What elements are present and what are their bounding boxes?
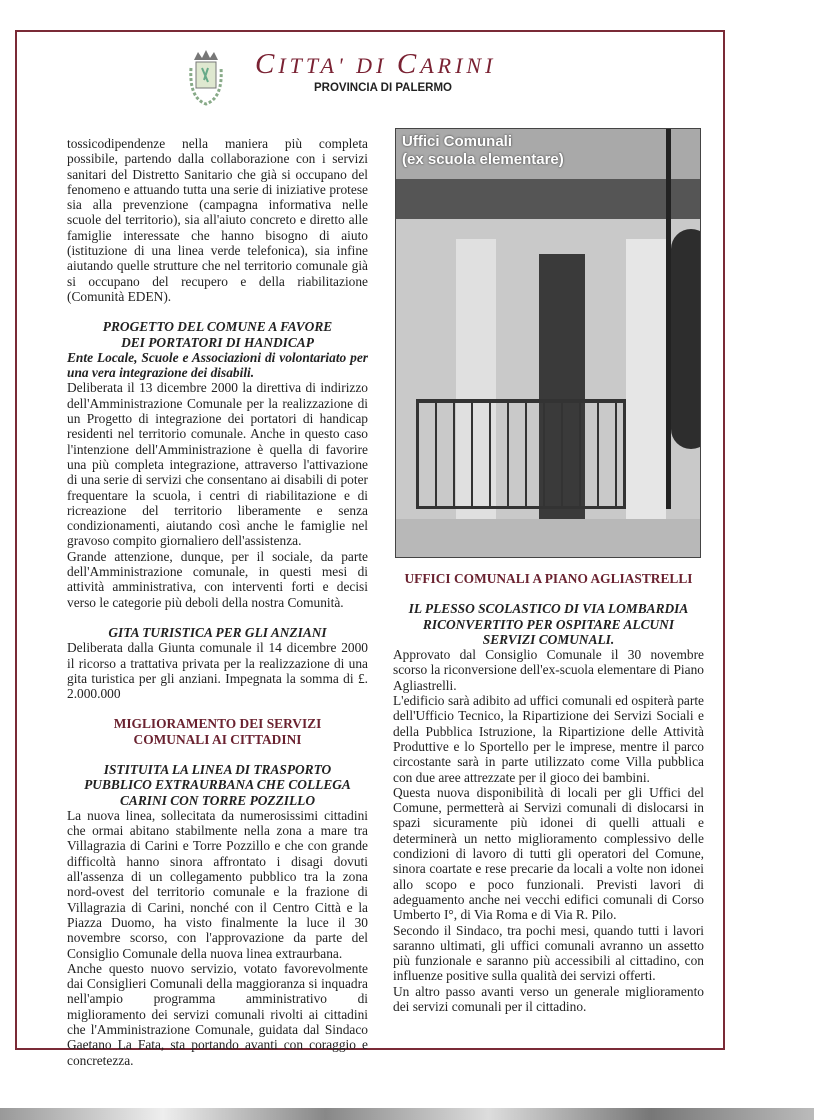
left-column bbox=[67, 136, 368, 1068]
section-heading: RICONVERTITO PER OSPITARE ALCUNI bbox=[422, 616, 675, 632]
coat-of-arms-logo bbox=[186, 48, 226, 108]
caption-line: (ex scuola elementare) bbox=[402, 151, 564, 168]
caption-line: Uffici Comunali bbox=[402, 133, 513, 150]
scan-edge bbox=[0, 1108, 814, 1120]
paragraph: Deliberata dalla Giunta comunale il 14 dicembre 2000 il ricorso a trattativa privata per la realizzazione di una gita turistica per gli anziani. Impegnata la somma di £. 2.000.000 bbox=[67, 640, 368, 702]
section-heading: GITA TURISTICA PER GLI ANZIANI bbox=[108, 624, 327, 640]
section-heading: COMUNALI AI CITTADINI bbox=[133, 731, 302, 747]
section-heading: CARINI CON TORRE POZZILLO bbox=[119, 792, 316, 808]
page-title: CITTA' DI CARINI bbox=[255, 48, 497, 80]
section-heading: UFFICI COMUNALI A PIANO AGLIASTRELLI bbox=[404, 571, 693, 586]
paragraph: L'edificio sarà adibito ad uffici comunali ed ospiterà parte dell'Ufficio Tecnico, la Ripartizione dei Servizi Sociali e della Pubblica Istruzione, la Ripartizione delle Attività Produttive e lo Sportello per le imprese, mentre il parco circostante sarà in parte utilizzato come Villa pubblica con due aree attrezzate per il gioco dei bambini. bbox=[393, 693, 704, 785]
paragraph: Grande attenzione, dunque, per il sociale, da parte dell'Amministrazione comunale, in questi mesi di attività amministrativa, con interventi forti e decisi verso le categorie più deboli della nostra Comunità. bbox=[67, 548, 368, 610]
paragraph: Un altro passo avanti verso un generale miglioramento dei servizi comunali per il cittadino. bbox=[393, 983, 704, 1015]
section-heading: PROGETTO DEL COMUNE A FAVORE bbox=[102, 319, 333, 335]
paragraph: Secondo il Sindaco, tra pochi mesi, quando tutti i lavori saranno ultimati, gli uffici comunali avranno un assetto più funzionale e saranno più accessibili al cittadino, con influenze positive sulla qualità dei servizi offerti. bbox=[393, 922, 704, 984]
section-heading: PUBBLICO EXTRAURBANA CHE COLLEGA bbox=[84, 777, 351, 793]
right-column bbox=[393, 571, 704, 1014]
paragraph: Anche questo nuovo servizio, votato favorevolmente dai Consiglieri Comunali della maggioranza si inquadra nell'ampio programma amministrativo di miglioramento dei servizi comunali rivolti ai cittadini che l'Amministrazione Comunale, guidata dal Sindaco Gaetano La Fata, sta portando avanti con coraggio e concretezza. bbox=[67, 960, 368, 1068]
section-heading: DEI PORTATORI DI HANDICAP bbox=[121, 334, 314, 350]
page-subtitle: PROVINCIA DI PALERMO bbox=[314, 82, 453, 94]
building-photo bbox=[395, 128, 701, 558]
section-subheading: Ente Locale, Scuole e Associazioni di volontariato per una vera integrazione dei disabili. bbox=[67, 349, 368, 381]
section-heading: ISTITUITA LA LINEA DI TRASPORTO bbox=[103, 761, 332, 777]
section-heading: MIGLIORAMENTO DEI SERVIZI bbox=[113, 716, 322, 732]
paragraph: Questa nuova disponibilità di locali per gli Uffici del Comune, permetterà ai Servizi comunali di dislocarsi in spazi sicuramente più idonei di quelli attuali e determinerà un netto miglioramento complessivo delle condizioni di lavoro di tutti gli operatori del Comune, sinora coartate e rese precarie da locali a volte non idonei allo scopo e poco funzionali. Previsti lavori di adeguamento anche nei vecchi edifici comunali di Corso Umberto I°, di Via Roma e di Via R. Pilo. bbox=[393, 784, 704, 923]
section-heading: IL PLESSO SCOLASTICO DI VIA LOMBARDIA bbox=[408, 601, 689, 617]
paragraph: Deliberata il 13 dicembre 2000 la direttiva di indirizzo dell'Amministrazione Comunale per la realizzazione di un Progetto di integrazione dei portatori di handicap residenti nel territorio comunale. Anche in questo caso l'intenzione dell'Amministrazione è quella di favorire una più completa integrazione, attraverso l'attivazione di una serie di servizi che consentano ai disabili di poter frequentare la scuola, i centri di riabilitazione e di ricreazione del territorio liberamente e senza condizionamenti, aiutando così anche le famiglie nel gravoso compito giornaliero dell'assistenza. bbox=[67, 380, 368, 549]
photo-caption bbox=[402, 133, 564, 169]
paragraph: Approvato dal Consiglio Comunale il 30 novembre scorso la riconversione dell'ex-scuola elementare di Piano Agliastrelli. bbox=[393, 647, 704, 693]
intro-paragraph: tossicodipendenze nella maniera più completa possibile, partendo dalla collaborazione con i servizi sanitari del Distretto Sanitario che già si occupano del fenomeno e attuando tutta una serie di iniziative protese sia alla prevenzione (campagna informativa nelle scuole del territorio), sia all'aiuto concreto e diretto alle famiglie interessate che hanno bisogno di aiuto (istituzione di una linea verde telefonica), sia infine aiutando quelle strutture che nel territorio comunale già si occupano del recupero e della riabilitazione (Comunità EDEN). bbox=[67, 136, 368, 304]
paragraph: La nuova linea, sollecitata da numerosissimi cittadini che ormai abitano stabilmente nella zona a mare tra Villagrazia di Carini e Torre Pozzillo e che con grande difficoltà hanno sinora affrontato i disagi dovuti all'assenza di un collegamento pubblico tra la zona nord-ovest del territorio comunale e la frazione di Villagrazia di Carini, nonché con il Centro Città e la Piazza Duomo, ha visto finalmente la luce il 30 novembre scorso, con l'approvazione da parte del Consiglio Comunale della nuova linea extraurbana. bbox=[67, 807, 368, 961]
section-heading: SERVIZI COMUNALI. bbox=[482, 631, 615, 647]
